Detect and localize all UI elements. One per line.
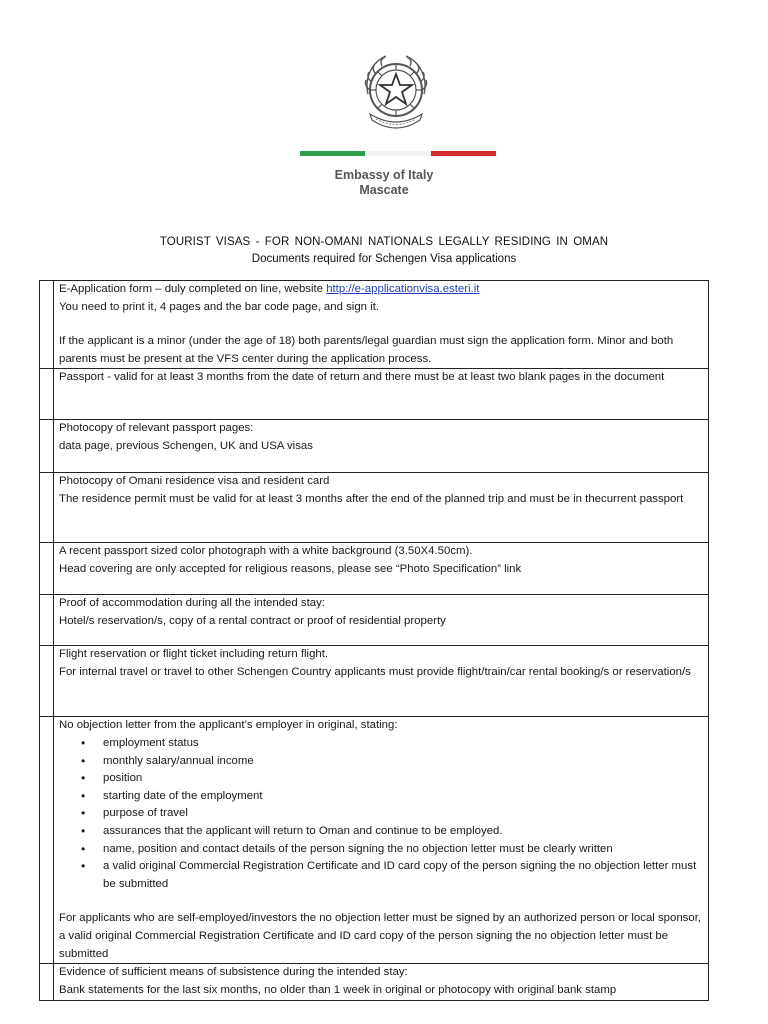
requirement-detail: Head covering are only accepted for religious reasons, please see “Photo Specification” link bbox=[59, 562, 522, 575]
embassy-line-1: Embassy of Italy bbox=[334, 168, 434, 182]
requirement-cell bbox=[54, 646, 709, 717]
requirement-text: No objection letter from the applicant’s employer in original, stating: bbox=[59, 719, 398, 732]
list-item: • monthly salary/annual income bbox=[103, 753, 704, 771]
requirement-cell bbox=[54, 420, 709, 473]
embassy-line-2: Mascate bbox=[359, 183, 409, 197]
requirement-cell bbox=[54, 964, 709, 1000]
table-row bbox=[40, 420, 709, 473]
employer-letter-bullet-list bbox=[59, 735, 704, 893]
requirement-text: Photocopy of Omani residence visa and resident card bbox=[59, 475, 330, 488]
flag-green-band bbox=[300, 151, 365, 156]
requirement-text: Evidence of sufficient means of subsistence during the intended stay: bbox=[59, 966, 408, 979]
list-item: • name, position and contact details of the person signing the no objection letter must be clearly written bbox=[103, 841, 704, 859]
table-row bbox=[40, 369, 709, 420]
requirement-cell bbox=[54, 717, 709, 964]
requirement-text: A recent passport sized color photograph with a white background (3.50X4.50cm). bbox=[59, 545, 473, 558]
requirement-text: Photocopy of relevant passport pages: bbox=[59, 422, 254, 435]
requirement-detail: For applicants who are self-employed/investors the no objection letter must be signed by an authorized person or local sponsor, a valid original Commercial Registration Certificate and ID card copy of the person signing the no objection letter must be submitted bbox=[59, 912, 702, 960]
row-marker-cell bbox=[40, 964, 54, 1000]
title-line-1: TOURIST VISAS - FOR NON-OMANI NATIONALS LEGALLY RESIDING IN OMAN bbox=[159, 236, 609, 248]
italian-flag-stripe bbox=[300, 151, 496, 156]
requirement-detail: Hotel/s reservation/s, copy of a rental contract or proof of residential property bbox=[59, 614, 446, 627]
requirement-cell bbox=[54, 543, 709, 595]
document-title bbox=[0, 234, 768, 268]
application-website-link[interactable]: http://e-applicationvisa.esteri.it bbox=[326, 283, 480, 295]
flag-white-band bbox=[365, 151, 430, 156]
requirement-text: Passport - valid for at least 3 months from the date of return and there must be at least two blank pages in the document bbox=[59, 371, 665, 384]
list-item: • purpose of travel bbox=[103, 805, 704, 823]
requirement-cell bbox=[54, 595, 709, 646]
requirement-detail: The residence permit must be valid for at least 3 months after the end of the planned trip and must be in thecurrent passport bbox=[59, 492, 684, 505]
title-line-2: Documents required for Schengen Visa applications bbox=[251, 253, 517, 265]
table-row bbox=[40, 473, 709, 543]
requirement-detail: You need to print it, 4 pages and the bar code page, and sign it. bbox=[59, 300, 380, 313]
requirement-detail: If the applicant is a minor (under the age of 18) both parents/legal guardian must sign the application form. Minor and both parents must be present at the VFS center during the application process. bbox=[59, 335, 674, 365]
table-row bbox=[40, 646, 709, 717]
row-marker-cell bbox=[40, 595, 54, 646]
requirement-text bbox=[59, 281, 704, 299]
table-row bbox=[40, 281, 709, 369]
row-marker-cell bbox=[40, 473, 54, 543]
list-item: • starting date of the employment bbox=[103, 788, 704, 806]
requirement-detail: data page, previous Schengen, UK and USA visas bbox=[59, 439, 313, 452]
requirement-cell bbox=[54, 369, 709, 420]
table-row bbox=[40, 595, 709, 646]
list-item: • position bbox=[103, 770, 704, 788]
requirement-cell bbox=[54, 281, 709, 369]
row-marker-cell bbox=[40, 543, 54, 595]
row-marker-cell bbox=[40, 281, 54, 369]
requirement-text: Flight reservation or flight ticket including return flight. bbox=[59, 648, 329, 661]
requirement-text: Proof of accommodation during all the intended stay: bbox=[59, 597, 325, 610]
row-marker-cell bbox=[40, 717, 54, 964]
italian-republic-emblem-icon bbox=[356, 50, 436, 138]
spacer bbox=[59, 316, 704, 333]
row-marker-cell bbox=[40, 420, 54, 473]
list-item: • a valid original Commercial Registration Certificate and ID card copy of the person signing the no objection letter must be submitted bbox=[103, 858, 704, 893]
table-row bbox=[40, 543, 709, 595]
list-item: • assurances that the applicant will return to Oman and continue to be employed. bbox=[103, 823, 704, 841]
requirement-cell bbox=[54, 473, 709, 543]
requirements-table bbox=[39, 280, 709, 1001]
requirement-detail: Bank statements for the last six months, no older than 1 week in original or photocopy with original bank stamp bbox=[59, 983, 617, 996]
requirement-detail: For internal travel or travel to other Schengen Country applicants must provide flight/train/car rental booking/s or reservation/s bbox=[59, 665, 691, 678]
embassy-name bbox=[0, 168, 768, 198]
table-row bbox=[40, 964, 709, 1000]
requirement-text-prefix: E-Application form – duly completed on line, website bbox=[59, 283, 327, 295]
row-marker-cell bbox=[40, 646, 54, 717]
list-item: • employment status bbox=[103, 735, 704, 753]
flag-red-band bbox=[431, 151, 496, 156]
row-marker-cell bbox=[40, 369, 54, 420]
spacer bbox=[59, 893, 704, 910]
table-row bbox=[40, 717, 709, 964]
